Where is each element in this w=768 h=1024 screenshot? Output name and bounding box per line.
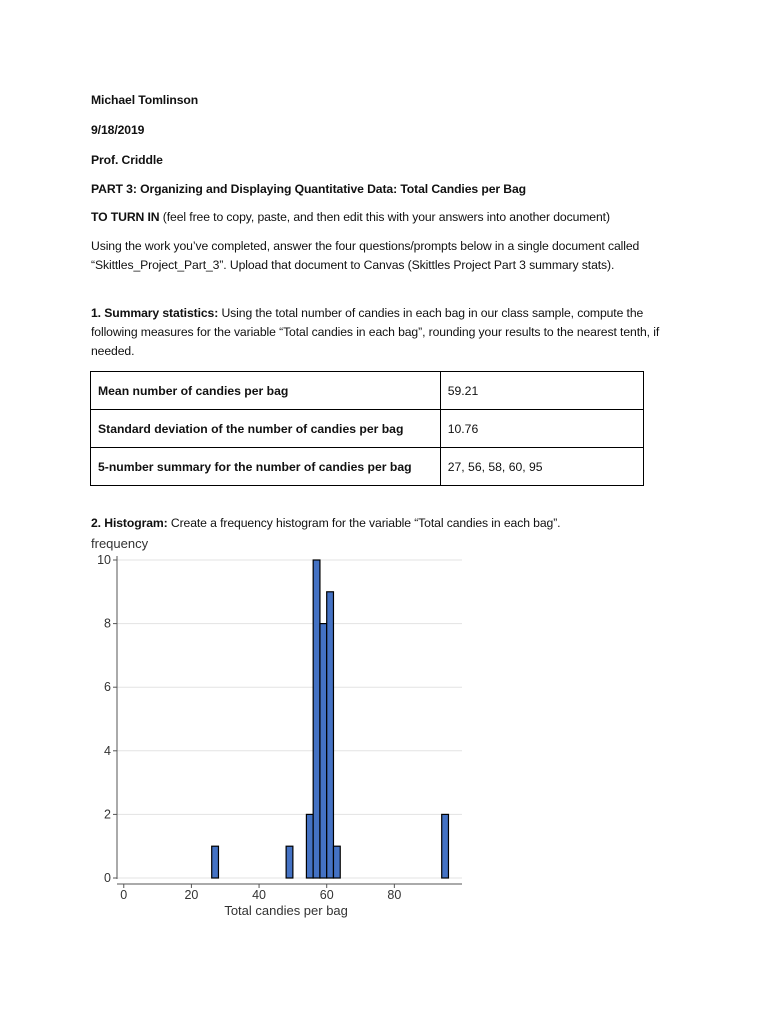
summary-stats-table xyxy=(90,371,644,486)
histogram-bar xyxy=(313,560,320,878)
histogram-bar xyxy=(286,846,293,878)
stat-label: Mean number of candies per bag xyxy=(91,372,441,410)
turn-in-rest: (feel free to copy, paste, and then edit this with your answers into another document) xyxy=(159,210,610,224)
histogram-bar xyxy=(442,814,449,878)
turn-in-line xyxy=(91,208,681,227)
stat-value: 10.76 xyxy=(440,410,643,448)
question-2-heading: 2. Histogram: xyxy=(91,516,168,530)
y-tick-label: 10 xyxy=(97,553,111,567)
stat-label: 5-number summary for the number of candies per bag xyxy=(91,448,441,486)
stat-value: 27, 56, 58, 60, 95 xyxy=(440,448,643,486)
stat-value: 59.21 xyxy=(440,372,643,410)
question-1 xyxy=(91,304,676,361)
question-1-heading: 1. Summary statistics: xyxy=(91,306,219,320)
histogram-bar xyxy=(333,846,340,878)
question-2-text: Create a frequency histogram for the variable “Total candies in each bag”. xyxy=(167,516,561,530)
instructions-paragraph: Using the work you’ve completed, answer the four questions/prompts below in a single document called “Skittles_Project_Part_3”. Upload that document to Canvas (Skittles Project Part 3 summary stats). xyxy=(91,239,640,272)
professor-name: Prof. Criddle xyxy=(91,153,163,167)
author-name: Michael Tomlinson xyxy=(91,93,199,107)
y-tick-label: 6 xyxy=(104,680,111,695)
table-row xyxy=(91,372,644,410)
x-tick-label: 20 xyxy=(184,888,199,902)
histogram-chart xyxy=(85,533,475,923)
table-row xyxy=(91,410,644,448)
histogram-bar xyxy=(320,624,327,878)
y-tick-label: 8 xyxy=(104,616,111,631)
x-tick-label: 40 xyxy=(252,888,267,902)
histogram-bar xyxy=(306,814,313,878)
document-date: 9/18/2019 xyxy=(91,123,145,137)
x-tick-label: 80 xyxy=(387,888,402,902)
table-row xyxy=(91,448,644,486)
histogram-bar xyxy=(212,846,219,878)
x-axis-title: Total candies per bag xyxy=(224,903,348,918)
y-tick-label: 2 xyxy=(104,807,111,822)
part-title: PART 3: Organizing and Displaying Quantitative Data: Total Candies per Bag xyxy=(91,182,527,196)
y-axis-title: frequency xyxy=(91,536,149,551)
x-tick-label: 60 xyxy=(319,888,334,902)
turn-in-bold: TO TURN IN xyxy=(91,210,160,224)
question-1-text: Using the total number of candies in each bag in our class sample, compute the following measures for the variable “Total candies in each bag”, rounding your results to the nearest tenth, if needed. xyxy=(91,306,660,358)
histogram-bar xyxy=(327,592,334,878)
stat-label: Standard deviation of the number of candies per bag xyxy=(91,410,441,448)
y-tick-label: 4 xyxy=(104,743,111,758)
question-2 xyxy=(91,514,681,533)
y-tick-label: 0 xyxy=(104,871,111,885)
x-tick-label: 0 xyxy=(120,888,128,902)
